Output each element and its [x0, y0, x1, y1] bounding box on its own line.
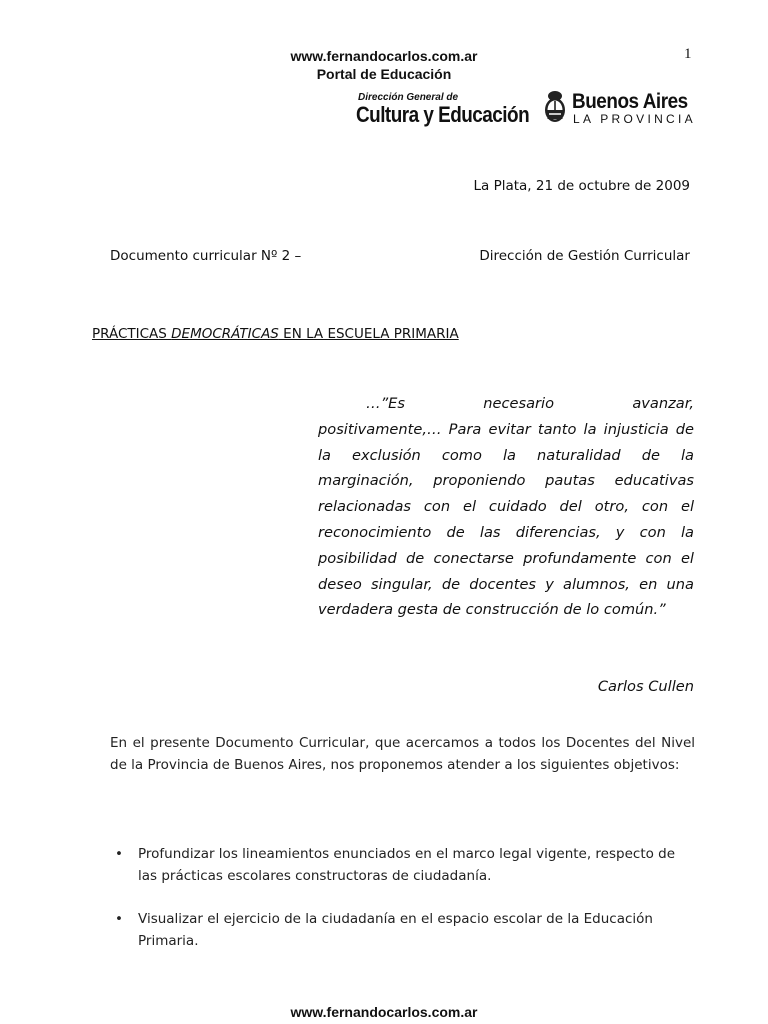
logo-dgc-title: Cultura y Educación — [356, 102, 530, 127]
title-part-3: EN LA ESCUELA PRIMARIA — [278, 326, 459, 342]
footer-site-url: www.fernandocarlos.com.ar — [290, 1004, 478, 1020]
document-department: Dirección de Gestión Curricular — [479, 248, 690, 264]
list-item — [115, 908, 695, 952]
header-portal-name: Portal de Educación — [316, 66, 452, 82]
document-number: Documento curricular Nº 2 – — [110, 248, 302, 264]
page-number: 1 — [684, 46, 692, 62]
provincial-seal-icon — [544, 90, 566, 124]
logo-dgc-caption: Dirección General de — [358, 92, 459, 103]
objective-text: Profundizar los lineamientos enunciados en el marco legal vigente, respecto de las prácticas escolares constructoras de ciudadanía. — [138, 846, 676, 884]
header-site-url: www.fernandocarlos.com.ar — [290, 48, 478, 64]
objective-text: Visualizar el ejercicio de la ciudadanía en el espacio escolar de la Educación Primaria. — [138, 911, 653, 949]
logo-ba-title: Buenos Aires — [572, 90, 688, 113]
quote-author: Carlos Cullen — [597, 678, 694, 695]
intro-paragraph: En el presente Documento Curricular, que acercamos a todos los Docentes del Nivel de la Provincia de Buenos Aires, nos proponemos atender a los siguientes objetivos: — [110, 735, 695, 773]
logo-ba-caption: LA PROVINCIA — [573, 112, 696, 126]
quote-body: positivamente,… Para evitar tanto la injusticia de la exclusión como la naturalidad de la marginación, proponiendo pautas educativas relacionadas con el cuidado del otro, con el reconocimiento de las diferencias, y con la posibilidad de conectarse profundamente con el deseo singular, de docentes y alumnos, en una verdadera gesta de construcción de lo común.” — [318, 420, 694, 619]
epigraph-quote — [318, 391, 694, 623]
objectives-list — [115, 843, 695, 973]
title-part-2: DEMOCRÁTICAS — [171, 326, 279, 342]
document-date: La Plata, 21 de octubre de 2009 — [473, 178, 690, 194]
title-part-1: PRÁCTICAS — [92, 326, 172, 342]
bullet-icon: • — [115, 846, 123, 862]
quote-first-line: …”Es necesario avanzar, — [366, 395, 694, 412]
list-item — [115, 843, 695, 887]
bullet-icon: • — [115, 911, 123, 927]
document-title — [92, 326, 459, 342]
